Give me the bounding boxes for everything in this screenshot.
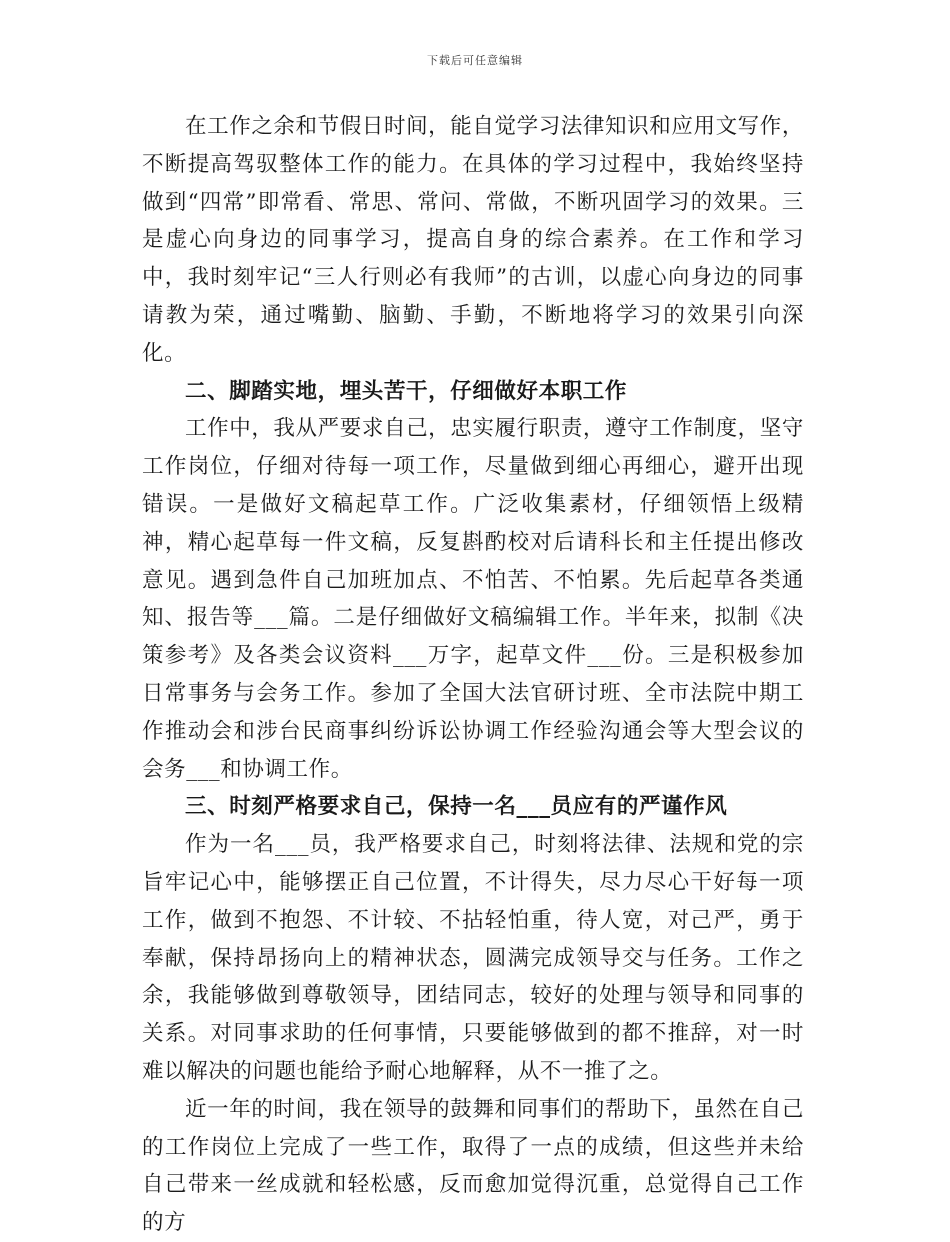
section-heading-2: 二、脚踏实地，埋头苦干，仔细做好本职工作 [185, 378, 628, 404]
paragraph-conduct: 作为一名___员，我严格要求自己，时刻将法律、法规和党的宗旨牢记心中，能够摆正自己位置，不计得失，尽力尽心干好每一项工作，做到不抱怨、不计较、不拈轻怕重，待人宽，对己严，勇于奉献，保持昂扬向上的精神状态，圆满完成领导交与任务。工作之余，我能够做到尊敬领导，团结同志，较好的处理与领导和同事的关系。对同事求助的任何事情，只要能够做到的都不推辞，对一时难以解决的问题也能给予耐心地解释，从不一推了之。 [142, 832, 804, 1084]
paragraph-summary: 近一年的时间，我在领导的鼓舞和同事们的帮助下，虽然在自己的工作岗位上完成了一些工作，取得了一点的成绩，但这些并未给自己带来一丝成就和轻松感，反而愈加觉得沉重，总觉得自己工作的方 [142, 1096, 804, 1236]
document-body [142, 108, 804, 1242]
paragraph-study: 在工作之余和节假日时间，能自觉学习法律知识和应用文写作，不断提高驾驭整体工作的能力。在具体的学习过程中，我始终坚持做到“四常”即常看、常思、常问、常做，不断巩固学习的效果。三是虚心向身边的同事学习，提高自身的综合素养。在工作和学习中，我时刻牢记“三人行则必有我师”的古训，以虚心向身边的同事请教为荣，通过嘴勤、脑勤、手勤，不断地将学习的效果引向深化。 [142, 114, 804, 366]
paragraph-work: 工作中，我从严要求自己，忠实履行职责，遵守工作制度，坚守工作岗位，仔细对待每一项工作，尽量做到细心再细心，避开出现错误。一是做好文稿起草工作。广泛收集素材，仔细领悟上级精神，精心起草每一件文稿，反复斟酌校对后请科长和主任提出修改意见。遇到急件自己加班加点、不怕苦、不怕累。先后起草各类通知、报告等___篇。二是仔细做好文稿编辑工作。半年来，拟制《决策参考》及各类会议资料___万字，起草文件___份。三是积极参加日常事务与会务工作。参加了全国大法官研讨班、全市法院中期工作推动会和涉台民商事纠纷诉讼协调工作经验沟通会等大型会议的会务___和协调工作。 [142, 416, 804, 782]
page-header: 下载后可任意编辑 [427, 54, 523, 67]
section-heading-3: 三、时刻严格要求自己，保持一名___员应有的严谨作风 [185, 794, 728, 820]
